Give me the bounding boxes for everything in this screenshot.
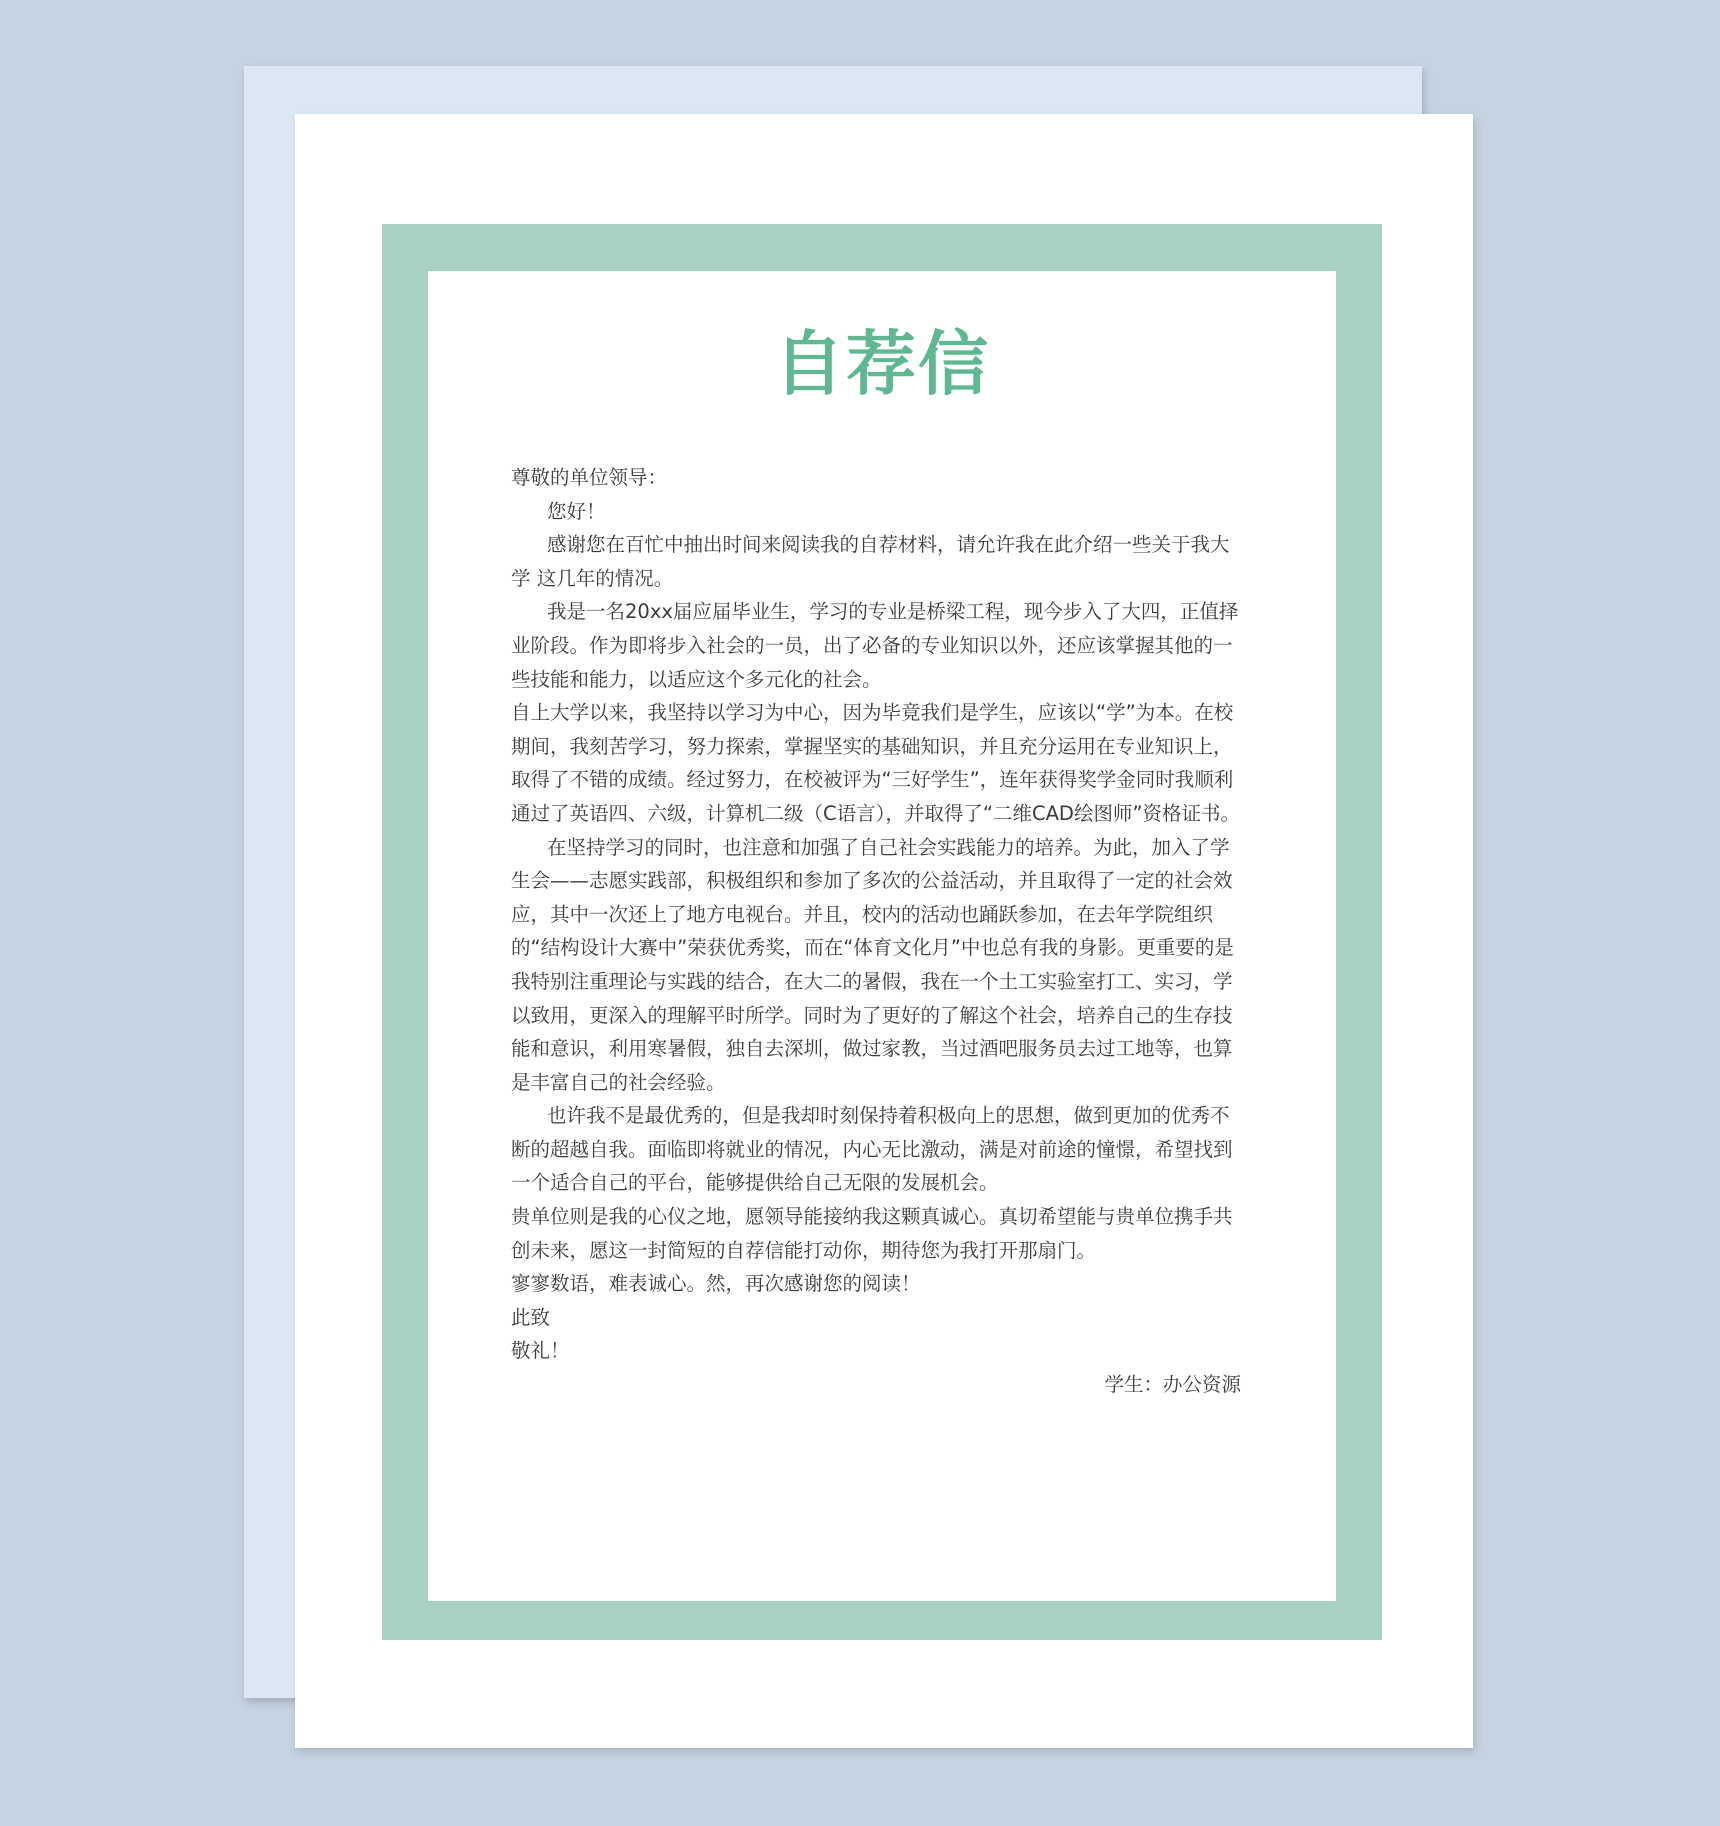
letter-title: 自荐信: [774, 323, 990, 405]
letter-body: [511, 461, 1241, 1402]
paragraph-thanks: 感谢您在百忙中抽出时间来阅读我的自荐材料，请允许我在此介绍一些关于我大学 这几年的情况。: [511, 533, 1230, 590]
paragraph-aspiration: 也许我不是最优秀的，但是我却时刻保持着积极向上的思想，做到更加的优秀不断的超越自我。面临即将就业的情况，内心无比激动，满是对前途的憧憬，希望找到一个适合自己的平台，能够提供给自己无限的发展机会。: [511, 1104, 1233, 1195]
letter-page: [428, 271, 1336, 1601]
paragraph-study: 自上大学以来，我坚持以学习为中心，因为毕竟我们是学生，应该以“学”为本。在校期间，我刻苦学习，努力探索，掌握坚实的基础知识，并且充分运用在专业知识上，取得了不错的成绩。经过努力，在校被评为“三好学生”，连年获得奖学金同时我顺利通过了英语四、六级，计算机二级（C语言），并取得了“二维CAD绘图师”资格证书。: [511, 701, 1241, 825]
closing-line-1: 此致: [511, 1305, 551, 1329]
salutation: 尊敬的单位领导：: [511, 466, 668, 489]
paragraph-thanks-again: 寥寥数语，难表诚心。然，再次感谢您的阅读！: [511, 1272, 921, 1296]
paragraph-intro: 我是一名20xx届应届毕业生，学习的专业是桥梁工程，现今步入了大四，正值择业阶段。作为即将步入社会的一员，出了必备的专业知识以外，还应该掌握其他的一些技能和能力，以适应这个多元化的社会。: [511, 600, 1239, 691]
closing-line-2: 敬礼！: [511, 1339, 570, 1363]
paragraph-hope: 贵单位则是我的心仪之地，愿领导能接纳我这颗真诚心。真切希望能与贵单位携手共创未来，愿这一封简短的自荐信能打动你，期待您为我打开那扇门。: [511, 1205, 1233, 1262]
signature: 学生：办公资源: [1104, 1373, 1241, 1397]
greeting: 您好！: [547, 499, 606, 523]
paragraph-practice: 在坚持学习的同时，也注意和加强了自己社会实践能力的培养。为此，加入了学生会——志愿实践部，积极组织和参加了多次的公益活动，并且取得了一定的社会效应，其中一次还上了地方电视台。并且，校内的活动也踊跃参加，在去年学院组织的“结构设计大赛中”荣获优秀奖，而在“体育文化月”中也总有我的身影。更重要的是我特别注重理论与实践的结合，在大二的暑假，我在一个土工实验室打工、实习，学以致用，更深入的理解平时所学。同时为了更好的了解这个社会，培养自己的生存技能和意识，利用寒暑假，独自去深圳，做过家教，当过酒吧服务员去过工地等，也算是丰富自己的社会经验。: [511, 835, 1234, 1094]
